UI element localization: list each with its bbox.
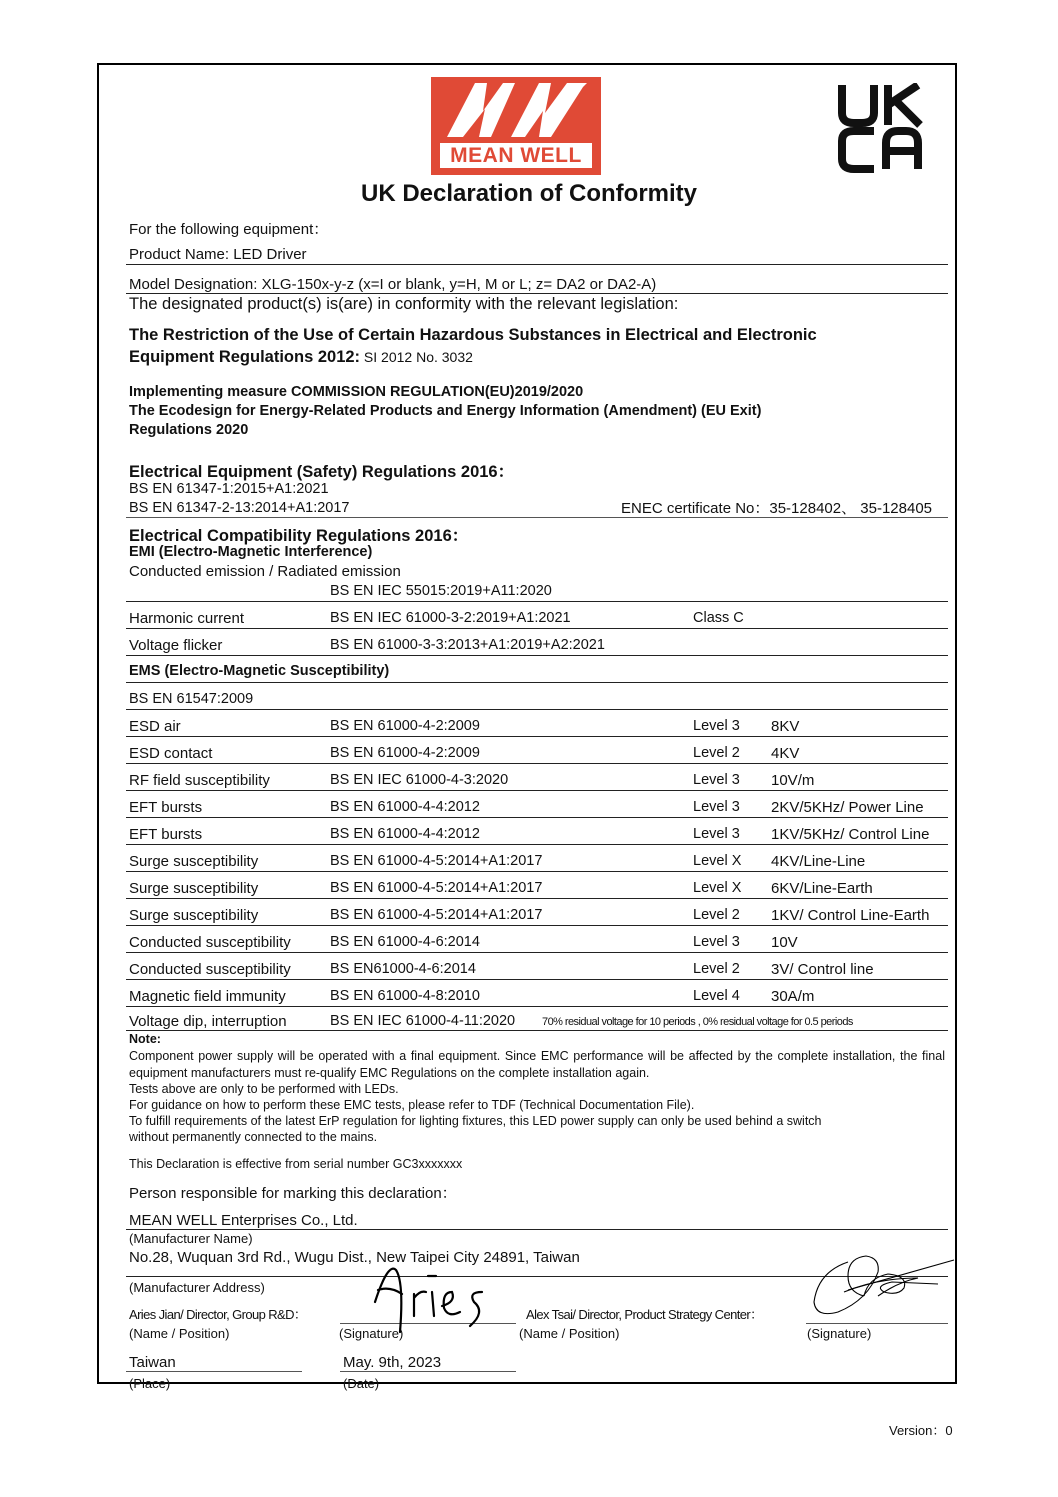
row-value: 30A/m: [771, 988, 815, 1005]
row-level: Level 2: [693, 907, 740, 923]
equipment-intro: For the following equipment：: [129, 221, 329, 238]
divider: [126, 1030, 948, 1031]
date-label: (Date): [343, 1376, 380, 1391]
person-responsible: Person responsible for marking this declaration：: [129, 1185, 457, 1202]
enec-certificate: ENEC certificate No：35-128402、 35-128405: [621, 500, 933, 517]
row-standard: BS EN IEC 61000-3-2:2019+A1:2021: [330, 610, 571, 626]
row-level: Level 4: [693, 988, 740, 1004]
table-row-divider: [126, 790, 948, 791]
signature-label: (Signature): [339, 1326, 404, 1341]
emi-title: EMI (Electro-Magnetic Interference): [129, 544, 373, 560]
rohs-regulation: Equipment Regulations 2012:: [129, 348, 361, 366]
row-standard: BS EN 61000-4-6:2014: [330, 934, 480, 950]
row-level: Class C: [693, 610, 744, 626]
row-test: Harmonic current: [129, 610, 245, 627]
row-standard: BS EN 61000-3-3:2013+A1:2019+A2:2021: [330, 637, 605, 653]
row-test: ESD air: [129, 718, 181, 735]
row-value: 2KV/5KHz/ Power Line: [771, 799, 924, 816]
date: May. 9th, 2023: [343, 1354, 442, 1371]
row-standard: BS EN 61000-4-2:2009: [330, 745, 480, 761]
table-row-divider: [126, 736, 948, 737]
note-line: Component power supply will be operated with a final equipment. Since EMC performance will be affected by the complete installation, the final equipment manufacturers must re-qualify EMC Regulations on the complete installation again.: [129, 1049, 945, 1080]
row-test: ESD contact: [129, 745, 213, 762]
table-row-divider: [126, 655, 948, 656]
row-standard: BS EN 61000-4-4:2012: [330, 826, 480, 842]
ecodesign-line-2: The Ecodesign for Energy-Related Products and Energy Information (Amendment) (EU Exit): [129, 403, 762, 419]
row-value: 6KV/Line-Earth: [771, 880, 873, 897]
row-standard: BS EN 61000-4-4:2012: [330, 799, 480, 815]
row-test: Conducted susceptibility: [129, 934, 291, 951]
rohs-title: The Restriction of the Use of Certain Hazardous Substances in Electrical and Electronic: [129, 326, 817, 344]
row-value: 10V/m: [771, 772, 815, 789]
safety-standard: BS EN 61347-1:2015+A1:2021: [129, 481, 329, 497]
ems-title: EMS (Electro-Magnetic Susceptibility): [129, 663, 390, 679]
divider: [126, 601, 948, 602]
table-row-divider: [126, 871, 948, 872]
table-row-divider: [126, 898, 948, 899]
page-title: UK Declaration of Conformity: [360, 180, 698, 207]
signer-2: Alex Tsai/ Director, Product Strategy Center：: [526, 1307, 763, 1322]
safety-title: Electrical Equipment (Safety) Regulations 2016：: [129, 463, 515, 481]
dip-standard: BS EN IEC 61000-4-11:2020: [330, 1013, 516, 1029]
manufacturer-address: No.28, Wuquan 3rd Rd., Wugu Dist., New Taipei City 24891, Taiwan: [129, 1249, 580, 1266]
note-line: For guidance on how to perform these EMC tests, please refer to TDF (Technical Documentation File).: [129, 1098, 695, 1112]
manufacturer-name: MEAN WELL Enterprises Co., Ltd.: [129, 1212, 358, 1229]
row-test: Surge susceptibility: [129, 880, 259, 897]
row-level: Level 3: [693, 718, 740, 734]
row-standard: BS EN 61000-4-5:2014+A1:2017: [330, 880, 543, 896]
row-value: 1KV/5KHz/ Control Line: [771, 826, 930, 843]
row-standard: BS EN61000-4-6:2014: [330, 961, 476, 977]
name-position-label: (Name / Position): [519, 1326, 620, 1341]
row-test: Surge susceptibility: [129, 907, 259, 924]
ukca-mark-icon: [836, 83, 926, 173]
divider: [340, 1371, 516, 1372]
row-test: Surge susceptibility: [129, 853, 259, 870]
note-title: Note:: [129, 1032, 161, 1046]
ecodesign-line-3: Regulations 2020: [129, 422, 249, 438]
signer-1: Aries Jian/ Director, Group R&D：: [129, 1307, 307, 1322]
row-level: Level 2: [693, 745, 740, 761]
version: Version：0: [889, 1423, 953, 1438]
mw-glyph-icon: [431, 77, 601, 143]
note-line: Tests above are only to be performed with LEDs.: [129, 1082, 399, 1096]
table-row-divider: [126, 763, 948, 764]
ecodesign-line-1: Implementing measure COMMISSION REGULATION(EU)2019/2020: [129, 384, 584, 400]
manufacturer-address-label: (Manufacturer Address): [129, 1280, 265, 1295]
row-value: 1KV/ Control Line-Earth: [771, 907, 930, 924]
conformity-statement: The designated product(s) is(are) in conformity with the relevant legislation:: [129, 295, 679, 313]
row-standard: BS EN IEC 61000-4-3:2020: [330, 772, 509, 788]
row-test: Conducted susceptibility: [129, 961, 291, 978]
row-level: Level X: [693, 853, 742, 869]
signature-label: (Signature): [807, 1326, 872, 1341]
row-value: 4KV: [771, 745, 800, 762]
safety-standard: BS EN 61347-2-13:2014+A1:2017: [129, 500, 350, 516]
row-level: Level 2: [693, 961, 740, 977]
emc-title: Electrical Compatibility Regulations 2016：: [129, 527, 469, 545]
model-designation: Model Designation: XLG-150x-y-z (x=I or blank, y=H, M or L; z= DA2 or DA2-A): [129, 276, 657, 293]
row-standard: BS EN 61000-4-8:2010: [330, 988, 480, 1004]
row-test: Voltage flicker: [129, 637, 223, 654]
table-row-divider: [126, 979, 948, 980]
logo-text: MEAN WELL: [440, 143, 592, 168]
product-name: Product Name: LED Driver: [129, 246, 307, 263]
divider: [126, 1371, 302, 1372]
emission-label: Conducted emission / Radiated emission: [129, 563, 401, 580]
row-standard: BS EN 61000-4-5:2014+A1:2017: [330, 907, 543, 923]
table-row-divider: [126, 628, 948, 629]
rohs-si-number: SI 2012 No. 3032: [360, 349, 473, 365]
row-level: Level 3: [693, 934, 740, 950]
divider: [126, 682, 948, 683]
dip-value: 70% residual voltage for 10 periods , 0% residual voltage for 0.5 periods: [542, 1016, 853, 1028]
name-position-label: (Name / Position): [129, 1326, 230, 1341]
row-test: RF field susceptibility: [129, 772, 270, 789]
divider: [126, 709, 948, 710]
place-label: (Place): [129, 1376, 171, 1391]
note-line: without permanently connected to the mains.: [129, 1130, 378, 1144]
row-test: Magnetic field immunity: [129, 988, 286, 1005]
mean-well-logo: [431, 77, 601, 175]
table-row-divider: [126, 952, 948, 953]
table-row-divider: [126, 844, 948, 845]
row-value: 10V: [771, 934, 798, 951]
place: Taiwan: [129, 1354, 176, 1371]
table-row-divider: [126, 1006, 948, 1007]
emission-standard: BS EN IEC 55015:2019+A11:2020: [330, 583, 552, 599]
row-standard: BS EN 61000-4-2:2009: [330, 718, 480, 734]
row-value: 8KV: [771, 718, 800, 735]
dip-test: Voltage dip, interruption: [129, 1013, 287, 1030]
note-line: To fulfill requirements of the latest ErP regulation for lighting fixtures, this LED power supply can only be used behind a switch: [129, 1114, 822, 1128]
row-level: Level 3: [693, 799, 740, 815]
divider: [126, 517, 948, 518]
divider: [126, 264, 948, 265]
row-level: Level X: [693, 880, 742, 896]
signature-aries-icon: [370, 1262, 500, 1342]
ems-standard: BS EN 61547:2009: [129, 691, 254, 707]
manufacturer-name-label: (Manufacturer Name): [129, 1231, 253, 1246]
row-test: EFT bursts: [129, 799, 203, 816]
row-standard: BS EN 61000-4-5:2014+A1:2017: [330, 853, 543, 869]
table-row-divider: [126, 817, 948, 818]
row-value: 4KV/Line-Line: [771, 853, 866, 870]
divider: [126, 1229, 948, 1230]
row-value: 3V/ Control line: [771, 961, 874, 978]
serial-number: This Declaration is effective from serial number GC3xxxxxxx: [129, 1157, 463, 1171]
signature-alex-icon: [808, 1252, 958, 1324]
rohs-title-2: [129, 348, 473, 367]
divider: [126, 293, 948, 294]
table-row-divider: [126, 925, 948, 926]
row-level: Level 3: [693, 772, 740, 788]
row-level: Level 3: [693, 826, 740, 842]
row-test: EFT bursts: [129, 826, 203, 843]
